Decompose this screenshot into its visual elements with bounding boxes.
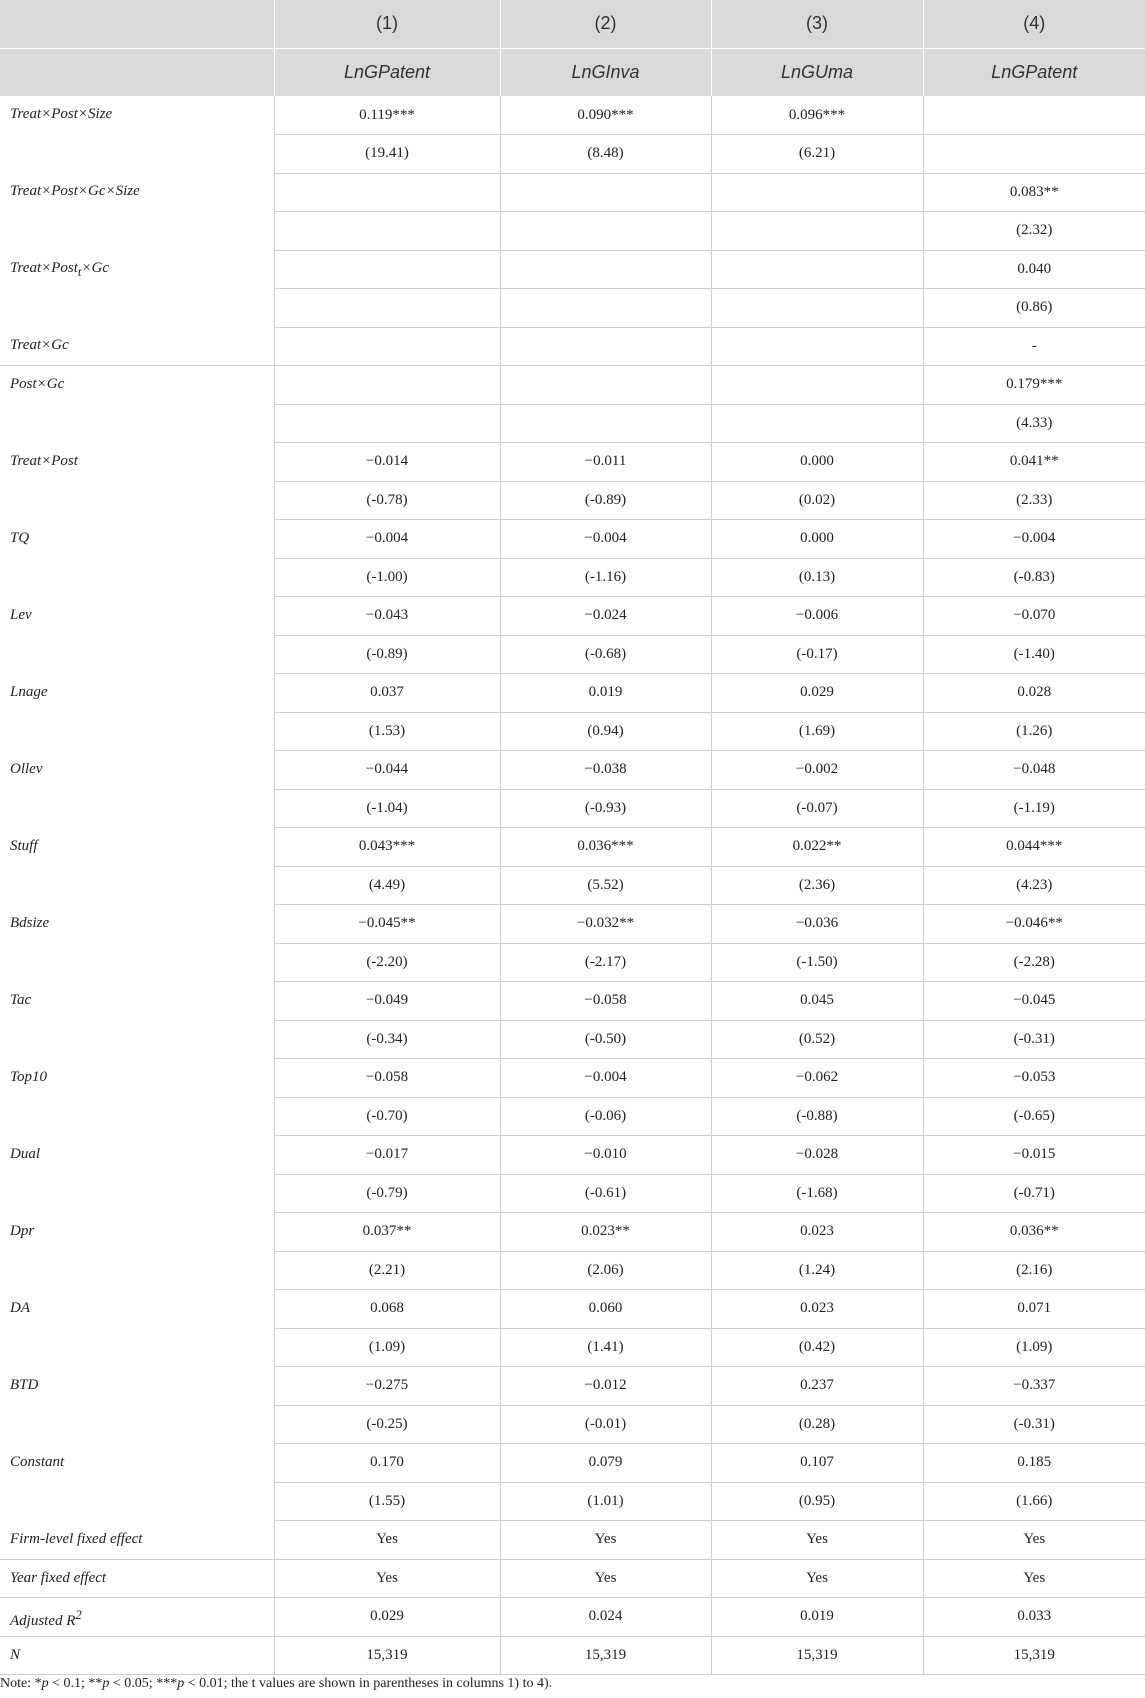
dependent-variable: LnGUma bbox=[711, 48, 923, 96]
variable-label bbox=[0, 1636, 274, 1675]
coefficient-cell: Yes bbox=[923, 1521, 1145, 1560]
coefficient-cell: −0.011 bbox=[500, 443, 711, 482]
variable-name: BTD bbox=[10, 1376, 39, 1393]
coefficient-cell bbox=[274, 173, 500, 212]
t-value-cell: (4.49) bbox=[274, 866, 500, 905]
coefficient-cell: 0.096*** bbox=[711, 96, 923, 135]
variable-name: Dpr bbox=[10, 1222, 35, 1239]
coefficient-cell: 15,319 bbox=[274, 1636, 500, 1675]
coefficient-cell: Yes bbox=[274, 1521, 500, 1560]
coefficient-cell bbox=[711, 366, 923, 405]
coefficient-cell: 15,319 bbox=[923, 1636, 1145, 1675]
dependent-variable-row bbox=[0, 48, 1145, 96]
variable-name-tail: ×Gc bbox=[81, 260, 110, 276]
coefficient-cell: −0.004 bbox=[274, 520, 500, 559]
table-row bbox=[0, 1136, 1145, 1175]
t-value-cell: (-0.61) bbox=[500, 1174, 711, 1213]
coefficient-cell: 0.023 bbox=[711, 1290, 923, 1329]
t-value-cell: (-0.83) bbox=[923, 558, 1145, 597]
variable-label bbox=[0, 1598, 274, 1637]
t-value-cell: (1.01) bbox=[500, 1482, 711, 1521]
coefficient-cell: −0.044 bbox=[274, 751, 500, 790]
coefficient-cell: −0.045** bbox=[274, 905, 500, 944]
coefficient-cell: 0.071 bbox=[923, 1290, 1145, 1329]
t-value-cell: (4.33) bbox=[923, 404, 1145, 443]
coefficient-cell: 0.022** bbox=[711, 828, 923, 867]
variable-label bbox=[0, 1059, 274, 1136]
variable-label bbox=[0, 905, 274, 982]
coefficient-cell: 0.019 bbox=[711, 1598, 923, 1637]
t-value-cell: (2.33) bbox=[923, 481, 1145, 520]
coefficient-cell: −0.049 bbox=[274, 982, 500, 1021]
dependent-variable: LnGInva bbox=[500, 48, 711, 96]
t-value-cell: (5.52) bbox=[500, 866, 711, 905]
variable-label bbox=[0, 327, 274, 366]
table-row bbox=[0, 1290, 1145, 1329]
variable-name: Ollev bbox=[10, 760, 43, 777]
column-number: (2) bbox=[500, 0, 711, 48]
variable-name: Treat×Post bbox=[10, 260, 78, 276]
table-row bbox=[0, 173, 1145, 212]
t-value-cell bbox=[274, 289, 500, 328]
column-number-row bbox=[0, 0, 1145, 48]
coefficient-cell: −0.004 bbox=[500, 520, 711, 559]
variable-name: Bdsize bbox=[10, 914, 50, 931]
variable-label bbox=[0, 1213, 274, 1290]
coefficient-cell bbox=[711, 173, 923, 212]
variable-label bbox=[0, 1559, 274, 1598]
coefficient-cell bbox=[711, 250, 923, 289]
variable-name: Top10 bbox=[10, 1068, 47, 1085]
coefficient-cell: 0.028 bbox=[923, 674, 1145, 713]
variable-name: Firm-level fixed effect bbox=[10, 1530, 143, 1547]
t-value-cell: (1.69) bbox=[711, 712, 923, 751]
t-value-cell: (-0.25) bbox=[274, 1405, 500, 1444]
variable-name: Year fixed effect bbox=[10, 1569, 107, 1586]
t-value-cell: (-1.68) bbox=[711, 1174, 923, 1213]
table-note bbox=[0, 1676, 552, 1692]
note-text: < 0.01; the t values are shown in parentheses in columns 1) to 4). bbox=[184, 1676, 553, 1691]
t-value-cell: (6.21) bbox=[711, 135, 923, 174]
t-value-cell: (-0.65) bbox=[923, 1097, 1145, 1136]
coefficient-cell: 0.019 bbox=[500, 674, 711, 713]
t-value-cell bbox=[274, 404, 500, 443]
t-value-cell: (-0.68) bbox=[500, 635, 711, 674]
note-text: < 0.05; *** bbox=[109, 1676, 178, 1691]
t-value-cell: (1.09) bbox=[923, 1328, 1145, 1367]
table-row bbox=[0, 1559, 1145, 1598]
coefficient-cell: Yes bbox=[711, 1559, 923, 1598]
coefficient-cell: −0.048 bbox=[923, 751, 1145, 790]
coefficient-cell: −0.032** bbox=[500, 905, 711, 944]
coefficient-cell: 0.024 bbox=[500, 1598, 711, 1637]
t-value-cell: (19.41) bbox=[274, 135, 500, 174]
t-value-cell: (-2.20) bbox=[274, 943, 500, 982]
t-value-cell: (-0.71) bbox=[923, 1174, 1145, 1213]
table-row bbox=[0, 1059, 1145, 1098]
t-value-cell: (-0.70) bbox=[274, 1097, 500, 1136]
table-body bbox=[0, 96, 1145, 1675]
variable-name: Treat×Post×Gc×Size bbox=[10, 183, 140, 199]
t-value-cell: (-0.88) bbox=[711, 1097, 923, 1136]
coefficient-cell: −0.015 bbox=[923, 1136, 1145, 1175]
table-row bbox=[0, 982, 1145, 1021]
coefficient-cell: 0.023** bbox=[500, 1213, 711, 1252]
coefficient-cell: 0.036*** bbox=[500, 828, 711, 867]
coefficient-cell: −0.062 bbox=[711, 1059, 923, 1098]
variable-label bbox=[0, 96, 274, 173]
t-value-cell: (2.06) bbox=[500, 1251, 711, 1290]
coefficient-cell bbox=[500, 250, 711, 289]
t-value-cell bbox=[711, 404, 923, 443]
coefficient-cell: 0.119*** bbox=[274, 96, 500, 135]
dependent-variable: LnGPatent bbox=[923, 48, 1145, 96]
coefficient-cell: −0.006 bbox=[711, 597, 923, 636]
coefficient-cell: 0.029 bbox=[711, 674, 923, 713]
coefficient-cell bbox=[274, 366, 500, 405]
coefficient-cell: −0.004 bbox=[923, 520, 1145, 559]
coefficient-cell: −0.036 bbox=[711, 905, 923, 944]
variable-name: DA bbox=[10, 1299, 30, 1316]
coefficient-cell: 0.068 bbox=[274, 1290, 500, 1329]
t-value-cell: (-0.89) bbox=[500, 481, 711, 520]
table-row bbox=[0, 674, 1145, 713]
table-row bbox=[0, 597, 1145, 636]
t-value-cell: (-2.17) bbox=[500, 943, 711, 982]
variable-name: Lnage bbox=[10, 683, 48, 700]
variable-label bbox=[0, 597, 274, 674]
table-row bbox=[0, 1636, 1145, 1675]
variable-label bbox=[0, 1136, 274, 1213]
note-text: < 0.1; ** bbox=[48, 1676, 103, 1691]
column-number: (4) bbox=[923, 0, 1145, 48]
t-value-cell: (2.32) bbox=[923, 212, 1145, 251]
coefficient-cell: 0.036** bbox=[923, 1213, 1145, 1252]
note-p: p bbox=[41, 1676, 49, 1691]
variable-name: Treat×Gc bbox=[10, 337, 69, 353]
t-value-cell: (0.95) bbox=[711, 1482, 923, 1521]
t-value-cell: (1.66) bbox=[923, 1482, 1145, 1521]
coefficient-cell: Yes bbox=[500, 1559, 711, 1598]
variable-label bbox=[0, 1290, 274, 1367]
variable-superscript: 2 bbox=[75, 1608, 82, 1622]
coefficient-cell: −0.275 bbox=[274, 1367, 500, 1406]
variable-name: Treat×Post×Size bbox=[10, 106, 113, 122]
coefficient-cell: −0.012 bbox=[500, 1367, 711, 1406]
table-row bbox=[0, 327, 1145, 366]
coefficient-cell bbox=[274, 327, 500, 366]
table-row bbox=[0, 905, 1145, 944]
coefficient-cell: Yes bbox=[274, 1559, 500, 1598]
note-p: p bbox=[177, 1676, 185, 1691]
t-value-cell: (-1.00) bbox=[274, 558, 500, 597]
coefficient-cell: −0.058 bbox=[274, 1059, 500, 1098]
t-value-cell: (0.52) bbox=[711, 1020, 923, 1059]
variable-label bbox=[0, 366, 274, 443]
t-value-cell: (-2.28) bbox=[923, 943, 1145, 982]
variable-label bbox=[0, 674, 274, 751]
coefficient-cell: 0.090*** bbox=[500, 96, 711, 135]
t-value-cell bbox=[274, 212, 500, 251]
table-row bbox=[0, 751, 1145, 790]
coefficient-cell: 0.000 bbox=[711, 520, 923, 559]
coefficient-cell: 0.040 bbox=[923, 250, 1145, 289]
variable-name: Dual bbox=[10, 1145, 40, 1162]
coefficient-cell: 0.179*** bbox=[923, 366, 1145, 405]
t-value-cell: (1.26) bbox=[923, 712, 1145, 751]
coefficient-cell bbox=[923, 96, 1145, 135]
t-value-cell: (1.41) bbox=[500, 1328, 711, 1367]
coefficient-cell: −0.043 bbox=[274, 597, 500, 636]
variable-subscript: t bbox=[77, 265, 82, 279]
variable-name: Post×Gc bbox=[10, 376, 65, 392]
t-value-cell bbox=[500, 404, 711, 443]
table-row bbox=[0, 1444, 1145, 1483]
coefficient-cell: −0.017 bbox=[274, 1136, 500, 1175]
t-value-cell: (8.48) bbox=[500, 135, 711, 174]
note-p: p bbox=[102, 1676, 110, 1691]
t-value-cell: (-0.07) bbox=[711, 789, 923, 828]
t-value-cell: (-1.19) bbox=[923, 789, 1145, 828]
coefficient-cell: −0.010 bbox=[500, 1136, 711, 1175]
coefficient-cell: −0.045 bbox=[923, 982, 1145, 1021]
coefficient-cell: 0.079 bbox=[500, 1444, 711, 1483]
t-value-cell: (2.16) bbox=[923, 1251, 1145, 1290]
t-value-cell: (0.86) bbox=[923, 289, 1145, 328]
t-value-cell bbox=[711, 212, 923, 251]
variable-label bbox=[0, 443, 274, 520]
variable-label bbox=[0, 520, 274, 597]
header-corner bbox=[0, 48, 274, 96]
t-value-cell: (4.23) bbox=[923, 866, 1145, 905]
t-value-cell: (-0.31) bbox=[923, 1405, 1145, 1444]
variable-label bbox=[0, 828, 274, 905]
coefficient-cell: 0.060 bbox=[500, 1290, 711, 1329]
coefficient-cell: 0.185 bbox=[923, 1444, 1145, 1483]
t-value-cell: (-0.31) bbox=[923, 1020, 1145, 1059]
t-value-cell: (0.42) bbox=[711, 1328, 923, 1367]
table-row bbox=[0, 520, 1145, 559]
t-value-cell: (-0.06) bbox=[500, 1097, 711, 1136]
t-value-cell: (-0.50) bbox=[500, 1020, 711, 1059]
t-value-cell: (1.53) bbox=[274, 712, 500, 751]
t-value-cell: (-1.16) bbox=[500, 558, 711, 597]
coefficient-cell: −0.337 bbox=[923, 1367, 1145, 1406]
coefficient-cell: 0.037** bbox=[274, 1213, 500, 1252]
coefficient-cell: 15,319 bbox=[500, 1636, 711, 1675]
variable-label bbox=[0, 1367, 274, 1444]
variable-name: TQ bbox=[10, 529, 30, 546]
note-star: * bbox=[34, 1676, 42, 1691]
coefficient-cell bbox=[500, 173, 711, 212]
t-value-cell: (-0.01) bbox=[500, 1405, 711, 1444]
t-value-cell: (2.36) bbox=[711, 866, 923, 905]
t-value-cell: (-1.40) bbox=[923, 635, 1145, 674]
t-value-cell: (-0.89) bbox=[274, 635, 500, 674]
t-value-cell: (2.21) bbox=[274, 1251, 500, 1290]
t-value-cell: (1.24) bbox=[711, 1251, 923, 1290]
t-value-cell: (0.02) bbox=[711, 481, 923, 520]
coefficient-cell: Yes bbox=[923, 1559, 1145, 1598]
t-value-cell: (0.28) bbox=[711, 1405, 923, 1444]
variable-label bbox=[0, 982, 274, 1059]
table-row bbox=[0, 250, 1145, 289]
variable-label bbox=[0, 1521, 274, 1560]
t-value-cell: (-1.04) bbox=[274, 789, 500, 828]
coefficient-cell: 0.023 bbox=[711, 1213, 923, 1252]
coefficient-cell: 0.033 bbox=[923, 1598, 1145, 1637]
t-value-cell: (0.13) bbox=[711, 558, 923, 597]
coefficient-cell: 0.000 bbox=[711, 443, 923, 482]
coefficient-cell: 0.037 bbox=[274, 674, 500, 713]
variable-label bbox=[0, 173, 274, 250]
coefficient-cell: 0.044*** bbox=[923, 828, 1145, 867]
coefficient-cell: 0.045 bbox=[711, 982, 923, 1021]
t-value-cell: (-0.34) bbox=[274, 1020, 500, 1059]
t-value-cell: (-0.79) bbox=[274, 1174, 500, 1213]
coefficient-cell: 0.083** bbox=[923, 173, 1145, 212]
column-number: (3) bbox=[711, 0, 923, 48]
coefficient-cell: −0.028 bbox=[711, 1136, 923, 1175]
variable-name: Stuff bbox=[10, 837, 38, 854]
variable-label bbox=[0, 751, 274, 828]
coefficient-cell: −0.024 bbox=[500, 597, 711, 636]
table-row bbox=[0, 1213, 1145, 1252]
coefficient-cell: 0.029 bbox=[274, 1598, 500, 1637]
t-value-cell: (1.55) bbox=[274, 1482, 500, 1521]
t-value-cell bbox=[500, 212, 711, 251]
t-value-cell bbox=[711, 289, 923, 328]
column-number: (1) bbox=[274, 0, 500, 48]
coefficient-cell: Yes bbox=[711, 1521, 923, 1560]
coefficient-cell: 15,319 bbox=[711, 1636, 923, 1675]
coefficient-cell bbox=[711, 327, 923, 366]
coefficient-cell: −0.004 bbox=[500, 1059, 711, 1098]
t-value-cell: (0.94) bbox=[500, 712, 711, 751]
coefficient-cell: 0.107 bbox=[711, 1444, 923, 1483]
header-corner bbox=[0, 0, 274, 48]
t-value-cell: (-1.50) bbox=[711, 943, 923, 982]
dependent-variable: LnGPatent bbox=[274, 48, 500, 96]
coefficient-cell bbox=[500, 327, 711, 366]
table-row bbox=[0, 366, 1145, 405]
variable-label bbox=[0, 250, 274, 327]
coefficient-cell: Yes bbox=[500, 1521, 711, 1560]
table-row bbox=[0, 1598, 1145, 1637]
coefficient-cell: −0.002 bbox=[711, 751, 923, 790]
coefficient-cell: −0.038 bbox=[500, 751, 711, 790]
variable-name: Adjusted R bbox=[10, 1613, 76, 1629]
table-row bbox=[0, 1521, 1145, 1560]
coefficient-cell bbox=[274, 250, 500, 289]
coefficient-cell: 0.237 bbox=[711, 1367, 923, 1406]
note-prefix: Note: bbox=[0, 1676, 35, 1691]
table-row bbox=[0, 1367, 1145, 1406]
t-value-cell bbox=[500, 289, 711, 328]
t-value-cell: (-0.93) bbox=[500, 789, 711, 828]
variable-name: Tac bbox=[10, 991, 32, 1008]
coefficient-cell: −0.046** bbox=[923, 905, 1145, 944]
table-row bbox=[0, 828, 1145, 867]
coefficient-cell: 0.170 bbox=[274, 1444, 500, 1483]
coefficient-cell: −0.058 bbox=[500, 982, 711, 1021]
t-value-cell bbox=[923, 135, 1145, 174]
variable-name: N bbox=[10, 1646, 21, 1663]
coefficient-cell: −0.014 bbox=[274, 443, 500, 482]
coefficient-cell: −0.053 bbox=[923, 1059, 1145, 1098]
coefficient-cell: 0.041** bbox=[923, 443, 1145, 482]
table-row bbox=[0, 443, 1145, 482]
variable-name: Treat×Post bbox=[10, 452, 78, 469]
t-value-cell: (-0.78) bbox=[274, 481, 500, 520]
t-value-cell: (1.09) bbox=[274, 1328, 500, 1367]
t-value-cell: (-0.17) bbox=[711, 635, 923, 674]
coefficient-cell: - bbox=[923, 327, 1145, 366]
table-row bbox=[0, 96, 1145, 135]
variable-name: Constant bbox=[10, 1453, 65, 1470]
coefficient-cell bbox=[500, 366, 711, 405]
coefficient-cell: −0.070 bbox=[923, 597, 1145, 636]
variable-label bbox=[0, 1444, 274, 1521]
coefficient-cell: 0.043*** bbox=[274, 828, 500, 867]
variable-name: Lev bbox=[10, 606, 32, 623]
